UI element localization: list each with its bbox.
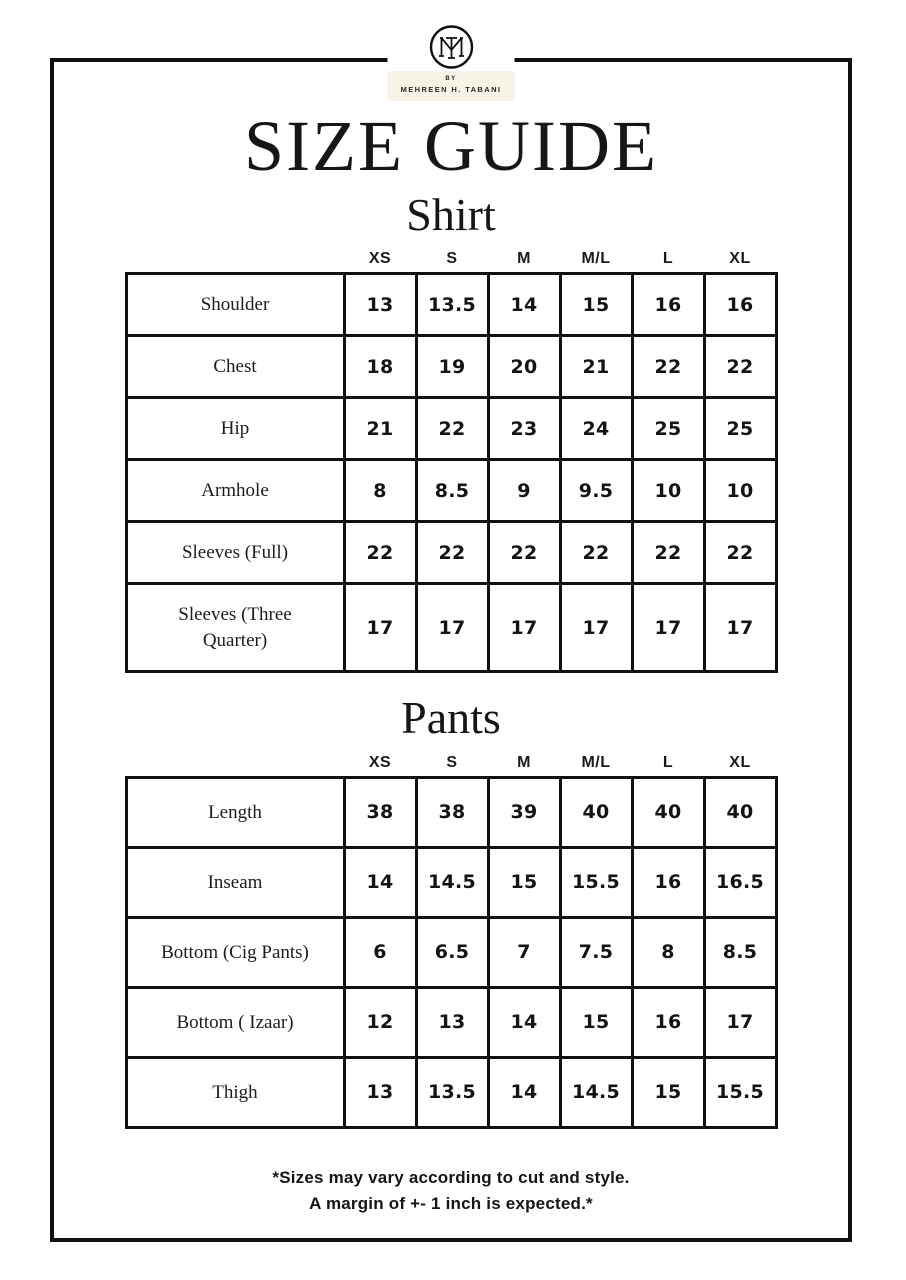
size-cell: 16	[632, 274, 704, 336]
table-row	[126, 460, 776, 522]
footer-note-line2: A margin of +- 1 inch is expected.*	[309, 1194, 593, 1214]
size-cell: 13	[344, 274, 416, 336]
size-cell: 8	[344, 460, 416, 522]
size-cell: 14	[488, 987, 560, 1057]
table-row	[126, 274, 776, 336]
size-cell: 15	[560, 274, 632, 336]
size-cell: 6.5	[416, 917, 488, 987]
size-cell: 7	[488, 917, 560, 987]
size-cell: 17	[704, 584, 776, 672]
size-col-header-ml: M/L	[581, 250, 611, 268]
size-cell: 8.5	[416, 460, 488, 522]
size-cell: 15	[632, 1057, 704, 1127]
size-cell: 17	[632, 584, 704, 672]
size-cell: 22	[632, 336, 704, 398]
size-cell: 40	[632, 777, 704, 847]
size-cell: 39	[488, 777, 560, 847]
size-cell: 22	[344, 522, 416, 584]
size-cell: 7.5	[560, 917, 632, 987]
brand-monogram-icon	[428, 24, 474, 70]
brand-name-plate	[388, 71, 515, 101]
row-label: Thigh	[126, 1057, 344, 1127]
row-label: Armhole	[126, 460, 344, 522]
size-cell: 16	[632, 987, 704, 1057]
size-cell: 22	[704, 336, 776, 398]
size-cell: 38	[416, 777, 488, 847]
row-label: Hip	[126, 398, 344, 460]
pants-table	[125, 776, 778, 1129]
table-row	[126, 336, 776, 398]
size-cell: 13.5	[416, 1057, 488, 1127]
size-cell: 17	[704, 987, 776, 1057]
size-cell: 16	[704, 274, 776, 336]
row-label: Length	[126, 777, 344, 847]
size-cell: 16	[632, 847, 704, 917]
size-cell: 15.5	[704, 1057, 776, 1127]
size-cell: 9	[488, 460, 560, 522]
size-cell: 14	[488, 274, 560, 336]
row-label: Bottom ( Izaar)	[126, 987, 344, 1057]
footer-note	[54, 1165, 848, 1218]
pants-size-header	[126, 754, 776, 776]
table-row	[126, 987, 776, 1057]
pants-section-heading: Pants	[401, 692, 501, 744]
table-row	[126, 398, 776, 460]
size-cell: 22	[632, 522, 704, 584]
size-col-header-m: M	[517, 753, 531, 771]
page-title: SIZE GUIDE	[244, 106, 658, 186]
size-cell: 20	[488, 336, 560, 398]
table-row	[126, 777, 776, 847]
row-label: Sleeves (Three Quarter)	[126, 584, 344, 672]
size-col-header-xs: XS	[368, 250, 392, 268]
size-cell: 12	[344, 987, 416, 1057]
page-content	[54, 62, 848, 1238]
size-cell: 14.5	[560, 1057, 632, 1127]
size-cell: 14	[344, 847, 416, 917]
size-cell: 15	[560, 987, 632, 1057]
size-cell: 13	[416, 987, 488, 1057]
size-cell: 8	[632, 917, 704, 987]
shirt-table	[125, 272, 778, 673]
size-col-header-s: S	[446, 250, 458, 268]
size-cell: 17	[344, 584, 416, 672]
brand-by-label: BY	[445, 76, 457, 82]
row-label: Inseam	[126, 847, 344, 917]
size-cell: 22	[488, 522, 560, 584]
size-cell: 13	[344, 1057, 416, 1127]
size-cell: 14.5	[416, 847, 488, 917]
size-col-header-ml: M/L	[581, 753, 611, 771]
table-row	[126, 917, 776, 987]
size-cell: 23	[488, 398, 560, 460]
footer-note-line1: *Sizes may vary according to cut and style.	[272, 1167, 630, 1187]
size-col-header-xl: XL	[729, 753, 751, 771]
size-cell: 6	[344, 917, 416, 987]
size-cell: 38	[344, 777, 416, 847]
size-cell: 40	[560, 777, 632, 847]
page-border-frame	[50, 58, 852, 1242]
size-cell: 15.5	[560, 847, 632, 917]
size-cell: 13.5	[416, 274, 488, 336]
brand-name: MEHREEN H. TABANI	[400, 85, 502, 94]
brand-logo	[388, 22, 515, 101]
table-row	[126, 522, 776, 584]
size-cell: 17	[488, 584, 560, 672]
table-row	[126, 1057, 776, 1127]
size-cell: 22	[416, 398, 488, 460]
size-cell: 9.5	[560, 460, 632, 522]
size-cell: 22	[416, 522, 488, 584]
size-cell: 21	[344, 398, 416, 460]
size-col-header-xs: XS	[368, 753, 392, 771]
size-cell: 25	[704, 398, 776, 460]
size-cell: 22	[704, 522, 776, 584]
row-label: Chest	[126, 336, 344, 398]
shirt-size-header	[126, 250, 776, 272]
size-cell: 17	[560, 584, 632, 672]
size-col-header-xl: XL	[729, 250, 751, 268]
size-cell: 14	[488, 1057, 560, 1127]
row-label: Bottom (Cig Pants)	[126, 917, 344, 987]
size-cell: 40	[704, 777, 776, 847]
size-col-header-m: M	[517, 250, 531, 268]
size-cell: 21	[560, 336, 632, 398]
shirt-section-heading: Shirt	[406, 188, 496, 240]
row-label: Sleeves (Full)	[126, 522, 344, 584]
size-cell: 17	[416, 584, 488, 672]
row-label: Shoulder	[126, 274, 344, 336]
size-cell: 25	[632, 398, 704, 460]
table-row	[126, 847, 776, 917]
brand-monogram	[388, 22, 515, 70]
size-cell: 10	[704, 460, 776, 522]
size-cell: 8.5	[704, 917, 776, 987]
size-cell: 22	[560, 522, 632, 584]
size-cell: 19	[416, 336, 488, 398]
size-cell: 24	[560, 398, 632, 460]
size-cell: 16.5	[704, 847, 776, 917]
size-col-header-s: S	[446, 753, 458, 771]
size-col-header-l: L	[662, 250, 674, 268]
size-cell: 18	[344, 336, 416, 398]
table-row	[126, 584, 776, 672]
size-col-header-l: L	[662, 753, 674, 771]
size-cell: 15	[488, 847, 560, 917]
size-cell: 10	[632, 460, 704, 522]
